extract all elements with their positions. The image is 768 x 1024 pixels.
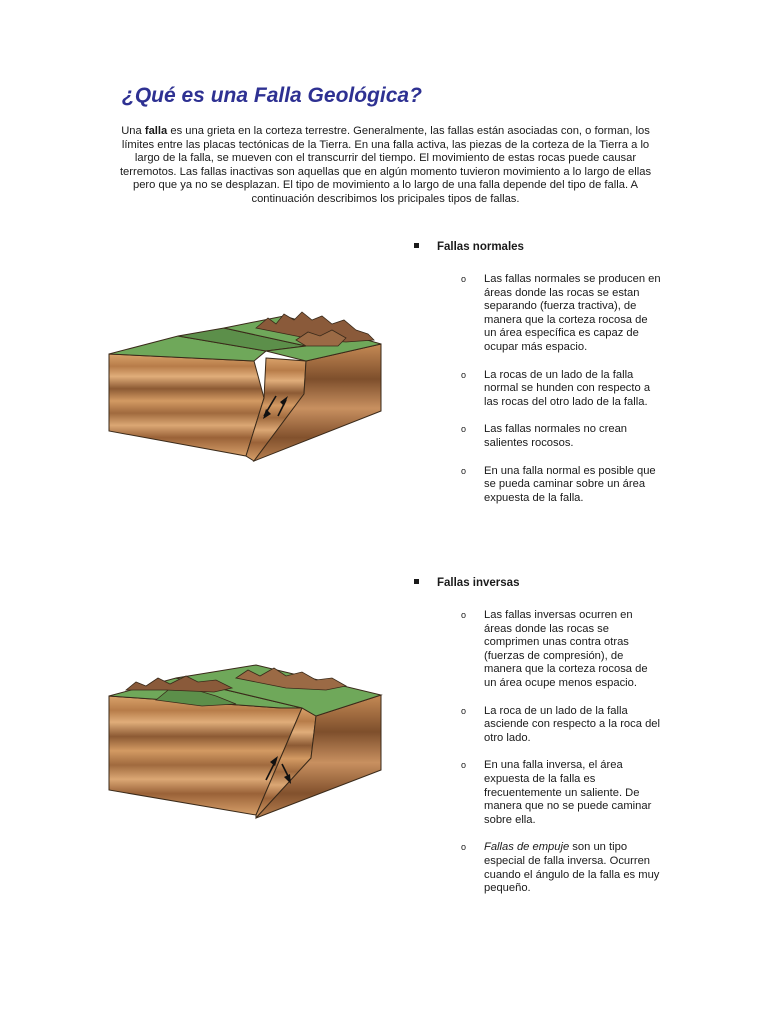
circle-bullet: o: [461, 610, 467, 620]
intro-bold-word: falla: [144, 125, 168, 137]
inverse-faults-list: [461, 609, 661, 896]
page-title: ¿Qué es una Falla Geológica?: [122, 84, 422, 107]
circle-bullet: o: [461, 369, 467, 380]
circle-bullet: o: [461, 465, 467, 476]
circle-bullet: o: [461, 274, 467, 284]
list-item: [461, 609, 661, 691]
normal-faults-list: [461, 273, 661, 505]
list-item: [461, 273, 661, 355]
list-item-text: Las fallas inversas ocurren en áreas donde las rocas se comprimen unas contra otras (fuerzas de compresión), de manera que la corteza rocosa de un área ocupe menos espacio.: [484, 609, 648, 689]
list-item-text: son un tipo especial de falla inversa. Ocurren cuando el ángulo de la falla es muy pequeño.: [484, 841, 660, 895]
reverse-fault-diagram: [106, 660, 386, 820]
circle-bullet: o: [461, 760, 467, 771]
section-heading-label: Fallas normales: [437, 241, 524, 253]
section-heading-inverse: [414, 577, 519, 589]
section-heading-label: Fallas inversas: [437, 577, 520, 589]
list-item-text: Las fallas normales se producen en áreas donde las rocas se estan separando (fuerza tractiva), de manera que la corteza rocosa de un área específica es capaz de ocupar más espacio.: [484, 273, 661, 353]
list-item: [461, 465, 661, 506]
section-heading-normal: [414, 241, 524, 253]
square-bullet-icon: [414, 579, 419, 584]
normal-fault-diagram: [106, 306, 386, 466]
list-item: [461, 423, 661, 450]
list-item-text: En una falla inversa, el área expuesta de la falla es frecuentemente un saliente. De manera que no se puede caminar sobre ella.: [484, 759, 652, 826]
list-item-text: La rocas de un lado de la falla normal se hunden con respecto a las rocas del otro lado de la falla.: [484, 368, 651, 408]
list-item: [461, 759, 661, 827]
square-bullet-icon: [414, 243, 419, 248]
list-item-text: La roca de un lado de la falla asciende con respecto a la roca del otro lado.: [484, 704, 661, 744]
intro-lead: Una: [121, 125, 145, 137]
circle-bullet: o: [461, 424, 467, 435]
circle-bullet: o: [461, 705, 467, 716]
list-item: [461, 841, 661, 895]
list-item-text: En una falla normal es posible que se pueda caminar sobre un área expuesta de la falla.: [484, 464, 656, 504]
list-item: [461, 369, 661, 410]
list-item: [461, 705, 661, 746]
intro-rest: es una grieta en la corteza terrestre. Generalmente, las fallas están asociadas con, o forman, los límites entre las placas tectónicas de la Tierra. En una falla activa, las piezas de la corteza de la Tierra a lo largo de la falla, se mueven con el transcurrir del tiempo. El movimiento de estas rocas puede causar terremotos. Las fallas inactivas son aquellas que en algún momento tuvieron movimiento a lo largo de ellas pero que ya no se desplazan. El tipo de movimiento a lo largo de una falla depende del tipo de falla. A continuación describimos los pricipales tipos de fallas.: [119, 125, 652, 205]
intro-paragraph: [108, 125, 663, 207]
list-item-text: Las fallas normales no crean salientes rocosos.: [484, 423, 628, 449]
circle-bullet: o: [461, 842, 467, 853]
thrust-fault-term: Fallas de empuje: [484, 841, 570, 854]
